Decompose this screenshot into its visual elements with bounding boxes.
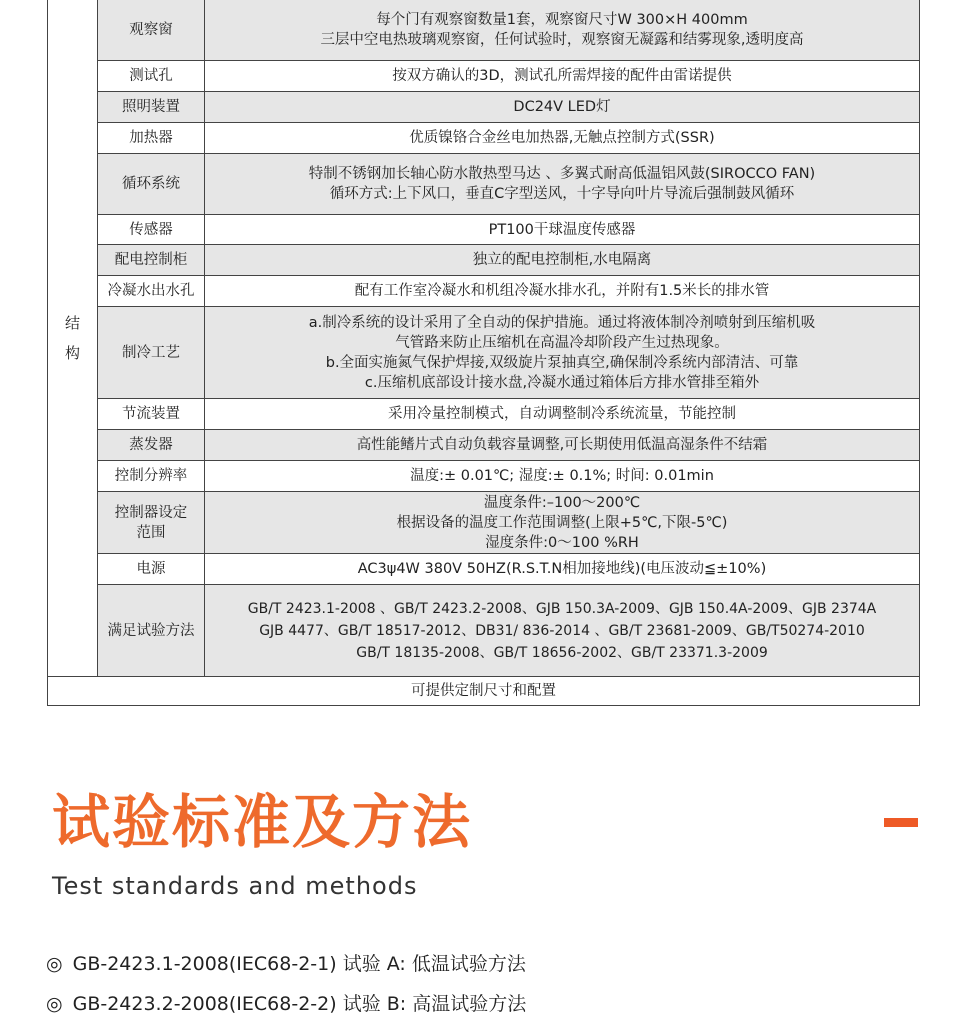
spec-value-line: 独立的配电控制柜,水电隔离	[472, 252, 652, 268]
spec-value-line: 湿度条件:0～100 %RH	[485, 534, 639, 551]
standard-item	[46, 950, 526, 978]
spec-row-test-methods	[48, 585, 920, 677]
spec-value	[205, 307, 920, 399]
spec-value	[205, 554, 920, 585]
spec-value-line: AC3ψ4W 380V 50HZ(R.S.T.N相加接地线)(电压波动≦±10%)	[357, 561, 767, 577]
spec-row-power-cabinet	[48, 245, 920, 276]
spec-value-line: 高性能鳍片式自动负载容量调整,可长期使用低温高湿条件不结霜	[356, 437, 768, 453]
section-title: 试验标准及方法	[52, 788, 473, 856]
spec-label: 加热器	[98, 123, 205, 154]
spec-value-line: GJB 4477、GB/T 18517-2012、DB31/ 836-2014 、GB/T 23681-2009、GB/T50274-2010	[259, 622, 865, 639]
spec-label: 蒸发器	[98, 430, 205, 461]
spec-value-line: GB/T 18135-2008、GB/T 18656-2002、GB/T 23371.3-2009	[356, 644, 768, 661]
spec-row-observation-window	[48, 0, 920, 61]
spec-value-line: 配有工作室冷凝水和机组冷凝水排水孔，并附有1.5米长的排水管	[354, 283, 770, 299]
spec-row-controller-range	[48, 492, 920, 554]
spec-row-circulation	[48, 154, 920, 215]
spec-row-heater	[48, 123, 920, 154]
spec-value	[205, 154, 920, 215]
spec-value-line: 温度:± 0.01℃; 湿度:± 0.1%; 时间: 0.01min	[410, 468, 714, 484]
spec-row-lighting	[48, 92, 920, 123]
standards-list	[46, 950, 526, 1030]
spec-value	[205, 399, 920, 430]
spec-label: 观察窗	[98, 0, 205, 61]
spec-value-line: 根据设备的温度工作范围调整(上限+5℃,下限-5℃)	[396, 514, 728, 531]
spec-value-line: a.制冷系统的设计采用了全自动的保护措施。通过将液体制冷剂喷射到压缩机吸	[308, 314, 816, 331]
spec-row-sensor	[48, 215, 920, 245]
spec-label: 控制分辨率	[98, 461, 205, 492]
spec-row-evaporator	[48, 430, 920, 461]
spec-label: 配电控制柜	[98, 245, 205, 276]
title-dash-accent	[884, 818, 918, 827]
spec-value-line: 按双方确认的3D，测试孔所需焊接的配件由雷诺提供	[392, 68, 732, 84]
spec-label: 循环系统	[98, 154, 205, 215]
spec-label-line: 范围	[136, 524, 166, 541]
group-char: 结	[64, 314, 80, 332]
spec-label: 电源	[98, 554, 205, 585]
standard-text: GB-2423.1-2008(IEC68-2-1) 试验 A: 低温试验方法	[72, 953, 526, 975]
spec-value	[205, 585, 920, 677]
spec-label: 节流装置	[98, 399, 205, 430]
spec-footer-row	[48, 677, 920, 706]
spec-row-test-hole	[48, 61, 920, 92]
spec-value-line: 循环方式:上下风口，垂直C字型送风，十字导向叶片导流后强制鼓风循环	[329, 186, 795, 202]
group-char: 构	[64, 344, 80, 362]
spec-value	[205, 215, 920, 245]
spec-value-line: b.全面实施氮气保护焊接,双级旋片泵抽真空,确保制冷系统内部清洁、可靠	[325, 354, 799, 371]
spec-row-throttle	[48, 399, 920, 430]
spec-value	[205, 430, 920, 461]
spec-value	[205, 123, 920, 154]
spec-label: 测试孔	[98, 61, 205, 92]
spec-label: 传感器	[98, 215, 205, 245]
section-subtitle: Test standards and methods	[52, 872, 418, 900]
spec-row-power-supply	[48, 554, 920, 585]
spec-value-line: 温度条件:–100～200℃	[483, 494, 641, 511]
spec-value-line: PT100干球温度传感器	[488, 221, 636, 238]
spec-row-refrigeration	[48, 307, 920, 399]
structure-group-label	[48, 0, 98, 677]
spec-value	[205, 276, 920, 307]
spec-row-drain	[48, 276, 920, 307]
spec-row-resolution	[48, 461, 920, 492]
spec-footer: 可提供定制尺寸和配置	[48, 677, 920, 706]
spec-value-line: 三层中空电热玻璃观察窗，任何试验时，观察窗无凝露和结雾现象,透明度高	[320, 32, 804, 48]
spec-label	[98, 492, 205, 554]
spec-value	[205, 245, 920, 276]
bullet-icon: ◎	[46, 993, 63, 1015]
standard-text: GB-2423.2-2008(IEC68-2-2) 试验 B: 高温试验方法	[72, 993, 527, 1015]
spec-value-line: 优质镍铬合金丝电加热器,无触点控制方式(SSR)	[409, 130, 715, 146]
spec-label: 制冷工艺	[98, 307, 205, 399]
spec-value-line: 特制不锈钢加长轴心防水散热型马达 、多翼式耐高低温铝风鼓(SIROCCO FAN)	[308, 166, 816, 182]
spec-value-line: DC24V LED灯	[513, 99, 611, 115]
spec-value-line: c.压缩机底部设计接水盘,冷凝水通过箱体后方排水管排至箱外	[364, 374, 760, 391]
spec-value	[205, 92, 920, 123]
spec-value-line: 采用冷量控制模式，自动调整制冷系统流量，节能控制	[388, 406, 736, 422]
spec-table	[47, 0, 920, 706]
standard-item	[46, 990, 526, 1018]
bullet-icon: ◎	[46, 953, 63, 975]
spec-label: 满足试验方法	[98, 585, 205, 677]
spec-value-line: 每个门有观察窗数量1套，观察窗尺寸W 300×H 400mm	[376, 12, 748, 28]
spec-value-line: 气管路来防止压缩机在高温冷却阶段产生过热现象。	[395, 334, 729, 351]
spec-value	[205, 0, 920, 61]
spec-label: 照明装置	[98, 92, 205, 123]
spec-value	[205, 61, 920, 92]
spec-value	[205, 461, 920, 492]
spec-value-line: GB/T 2423.1-2008 、GB/T 2423.2-2008、GJB 150.3A-2009、GJB 150.4A-2009、GJB 2374A	[247, 600, 877, 617]
spec-label: 冷凝水出水孔	[98, 276, 205, 307]
spec-value	[205, 492, 920, 554]
spec-label-line: 控制器设定	[114, 504, 188, 521]
